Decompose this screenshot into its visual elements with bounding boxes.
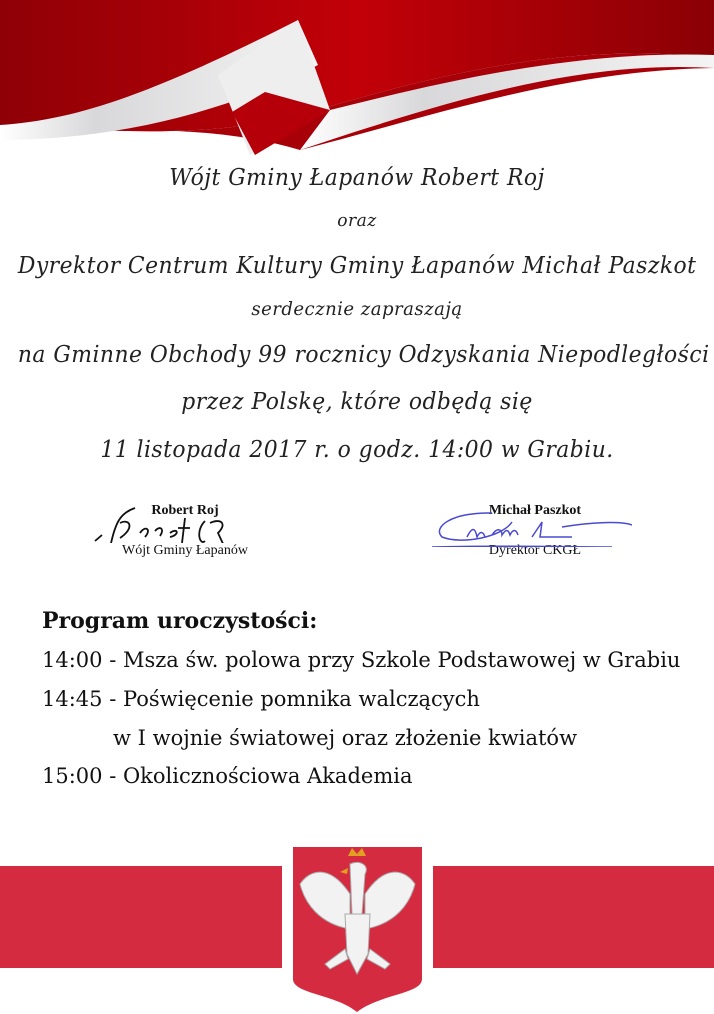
flag-bar-right [433, 866, 714, 968]
program-item: 15:00 - Okolicznościowa Akademia [42, 764, 413, 788]
invitation-line-2: oraz [337, 210, 377, 231]
program-title: Program uroczystości: [42, 608, 318, 634]
program-item: 14:00 - Msza św. polowa przy Szkole Podstawowej w Grabiu [42, 648, 681, 672]
signer-title: Wójt Gminy Łapanów [122, 543, 248, 558]
program-item-continuation: w I wojnie światowej oraz złożenie kwiatów [113, 726, 578, 750]
flag-ribbon-banner [0, 0, 714, 160]
signer-title: Dyrektor CKGŁ [488, 543, 582, 558]
program-item: 14:45 - Poświęcenie pomnika walczących [42, 687, 480, 711]
handwritten-signature-icon [90, 503, 250, 543]
invitation-line-3: Dyrektor Centrum Kultury Gminy Łapanów Michał Paszkot [17, 253, 697, 279]
polish-eagle-emblem-icon [290, 844, 425, 1014]
signature-left [105, 503, 265, 559]
signer-name: Robert Roj [151, 503, 219, 518]
invitation-line-5: na Gminne Obchody 99 rocznicy Odzyskania Niepodległości [17, 342, 710, 368]
invitation-line-6: przez Polskę, które odbędą się [181, 389, 533, 415]
invitation-line-1: Wójt Gminy Łapanów Robert Roj [169, 165, 545, 191]
signature-right [460, 503, 610, 559]
flag-bar-left [0, 866, 282, 968]
signer-name: Michał Paszkot [488, 503, 582, 518]
invitation-line-4: serdecznie zapraszają [251, 298, 463, 320]
handwritten-signature-icon [432, 507, 632, 547]
invitation-line-7: 11 listopada 2017 r. o godz. 14:00 w Grabiu. [100, 437, 614, 463]
